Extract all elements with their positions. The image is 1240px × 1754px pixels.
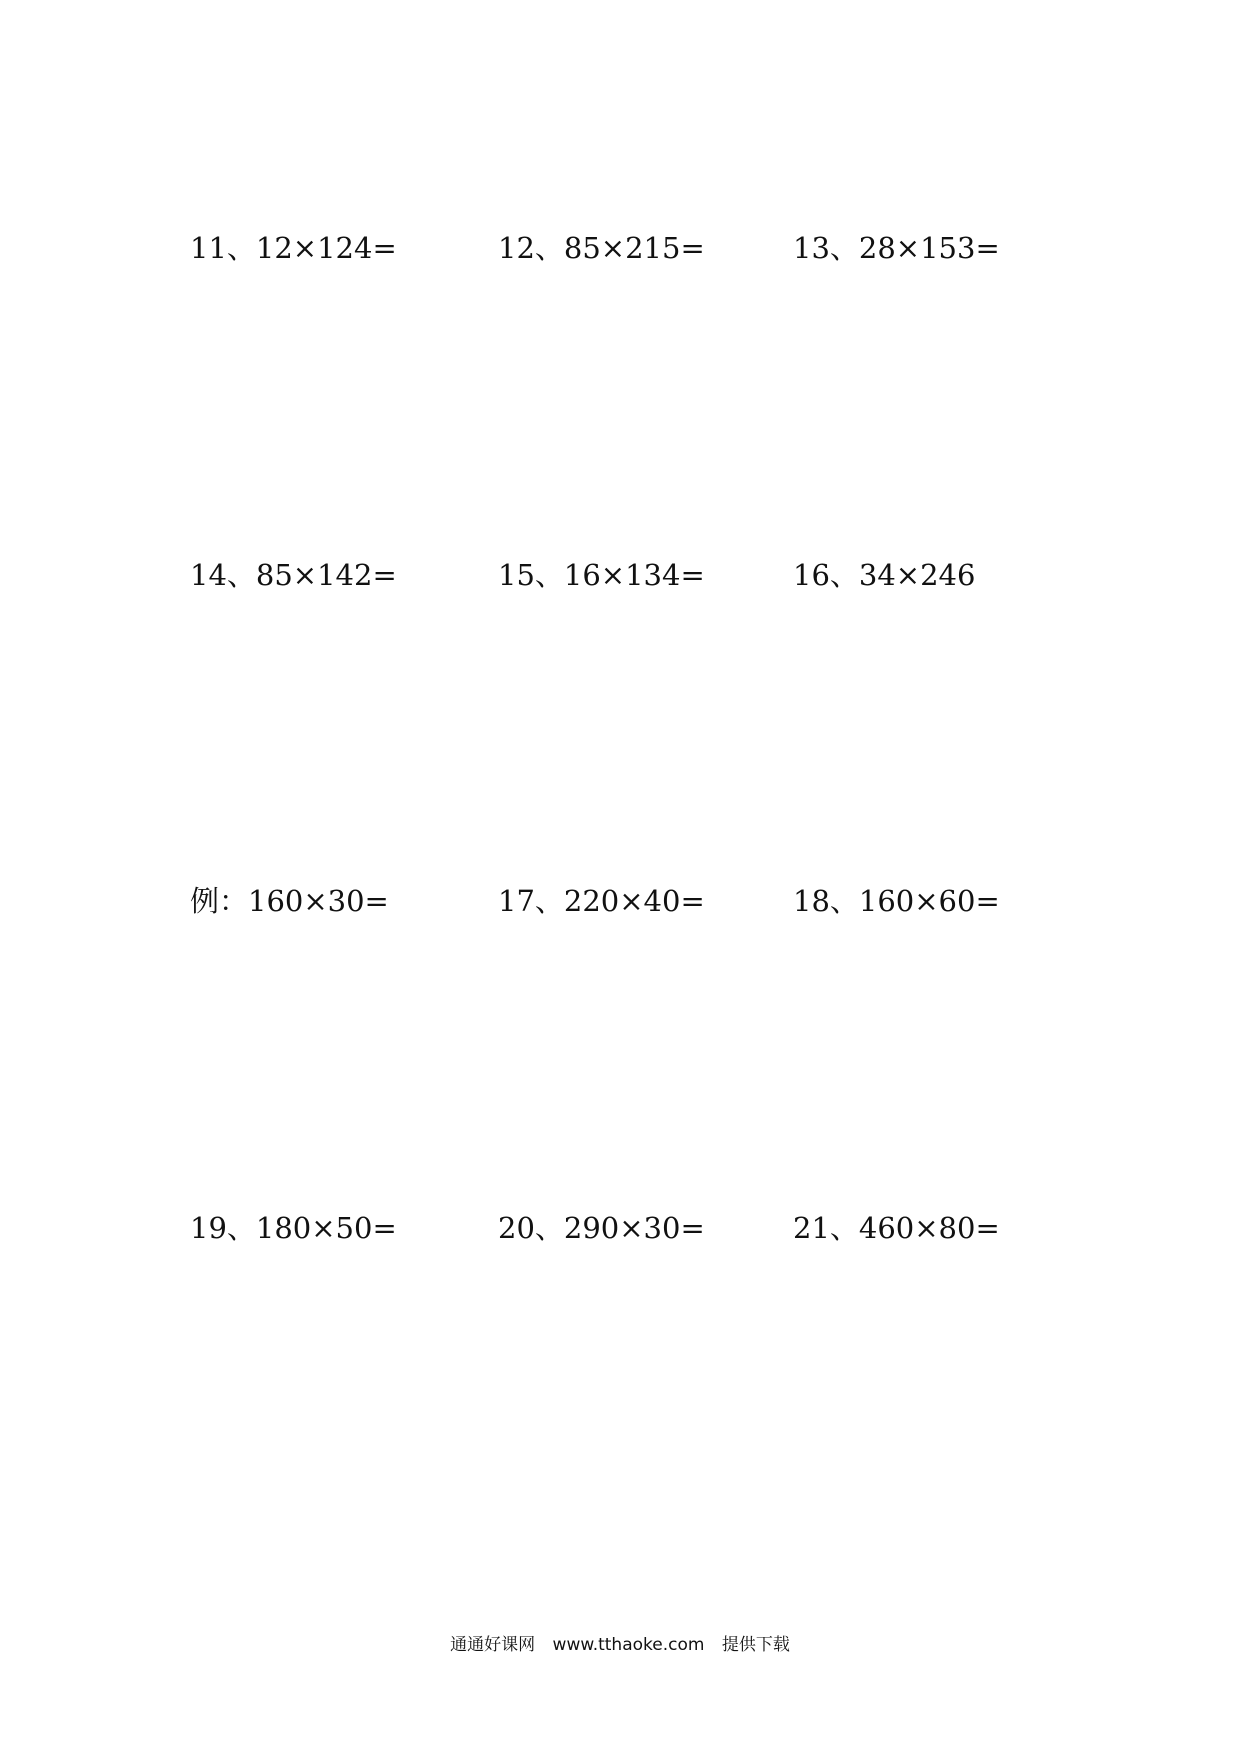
problem-17: 17、220×40=	[498, 884, 705, 918]
problem-21: 21、460×80=	[793, 1211, 1000, 1245]
footer-site-name: 通通好课网	[450, 1635, 536, 1655]
problem-15: 15、16×134=	[498, 558, 705, 592]
problem-16: 16、34×246	[793, 558, 976, 592]
problem-18: 18、160×60=	[793, 884, 1000, 918]
page-footer	[0, 1634, 1240, 1656]
problem-13: 13、28×153=	[793, 231, 1000, 265]
problem-20: 20、290×30=	[498, 1211, 705, 1245]
problem-11: 11、12×124=	[190, 231, 397, 265]
problem-12: 12、85×215=	[498, 231, 705, 265]
problem-14: 14、85×142=	[190, 558, 397, 592]
example-problem: 例：160×30=	[190, 884, 389, 918]
problem-19: 19、180×50=	[190, 1211, 397, 1245]
footer-url[interactable]: www.tthaoke.com	[552, 1635, 705, 1655]
footer-suffix: 提供下载	[721, 1635, 790, 1655]
